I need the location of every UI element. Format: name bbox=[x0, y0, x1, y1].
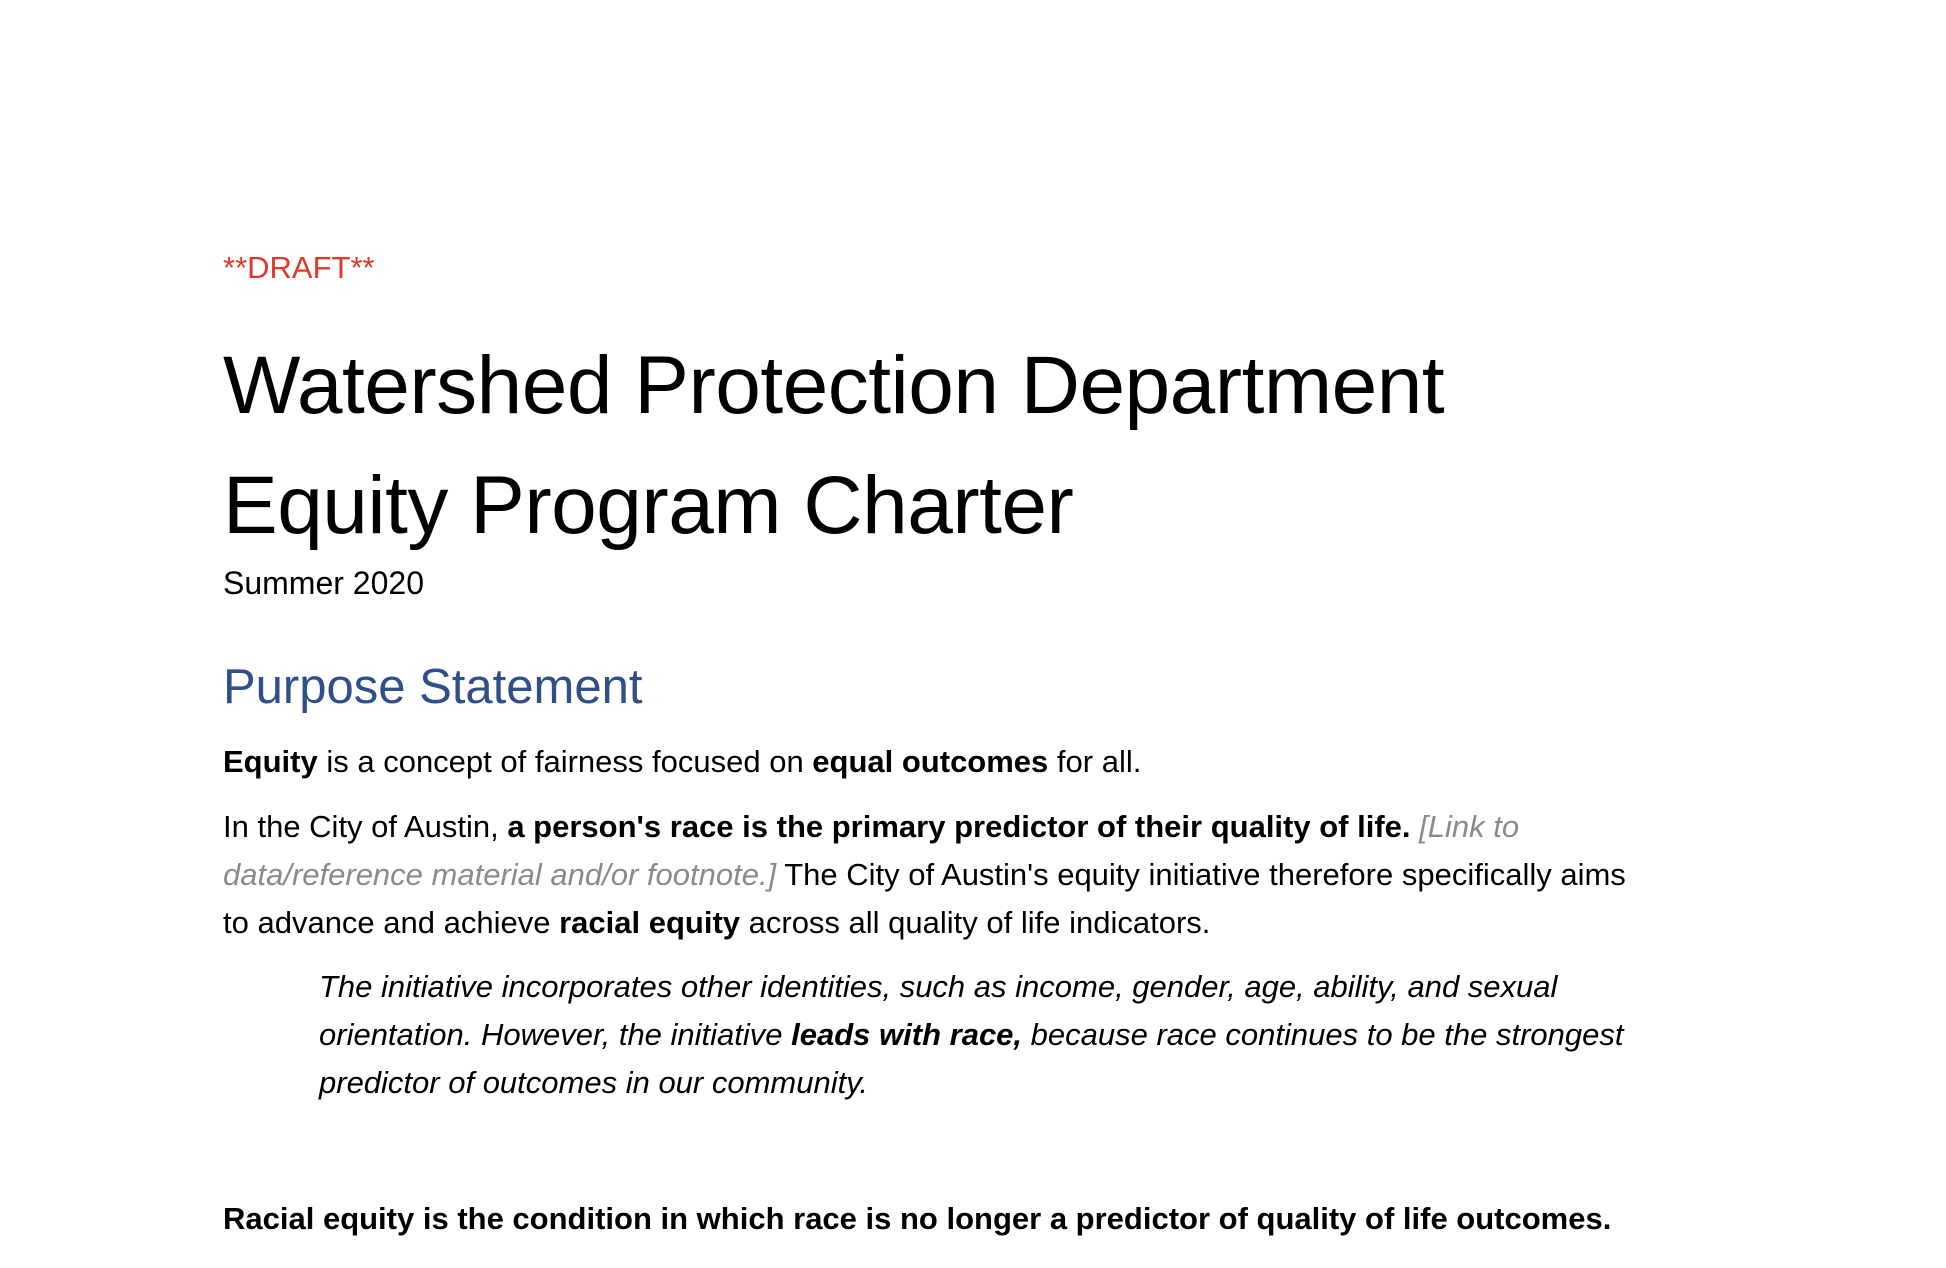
quote-line bbox=[319, 1011, 1624, 1059]
section-heading-purpose: Purpose Statement bbox=[223, 660, 643, 714]
document-subtitle: Summer 2020 bbox=[223, 565, 424, 601]
paragraph-line bbox=[223, 851, 1923, 899]
term-equity: Equity bbox=[223, 744, 318, 779]
quote-text: because race continues to be the strongest bbox=[1022, 1017, 1624, 1052]
paragraph-text: across all quality of life indicators. bbox=[740, 905, 1211, 940]
paragraph-racial-equity-definition bbox=[223, 1195, 1923, 1243]
reference-note: [Link to bbox=[1419, 809, 1520, 844]
document-title bbox=[223, 326, 1444, 566]
emphasis-equal-outcomes: equal outcomes bbox=[812, 744, 1049, 779]
paragraph-text: to advance and achieve bbox=[223, 905, 560, 940]
quote-line: The initiative incorporates other identities, such as income, gender, age, ability, and sexual bbox=[319, 969, 1558, 1004]
indented-quote bbox=[319, 963, 1624, 1107]
paragraph-text: The City of Austin's equity initiative therefore specifically aims bbox=[776, 857, 1626, 892]
paragraph-line bbox=[223, 803, 1923, 851]
paragraph-line bbox=[223, 899, 1923, 947]
emphasis-racial-equity: racial equity bbox=[559, 905, 741, 940]
paragraph-text: is a concept of fairness focused on bbox=[317, 744, 813, 779]
racial-equity-statement: Racial equity is the condition in which race is no longer a predictor of quality of life outcomes. bbox=[223, 1201, 1612, 1236]
title-line-1: Watershed Protection Department bbox=[223, 340, 1445, 431]
draft-marker: **DRAFT** bbox=[223, 250, 375, 285]
quote-line: predictor of outcomes in our community. bbox=[319, 1065, 869, 1100]
paragraph-equity-definition bbox=[223, 738, 1923, 786]
title-line-2: Equity Program Charter bbox=[223, 460, 1074, 551]
paragraph-text: for all. bbox=[1048, 744, 1142, 779]
paragraph-text: In the City of Austin, bbox=[223, 809, 508, 844]
emphasis-leads-with-race: leads with race, bbox=[791, 1017, 1023, 1052]
emphasis-race-predictor: a person's race is the primary predictor of their quality of life. bbox=[507, 809, 1411, 844]
reference-note: data/reference material and/or footnote.] bbox=[223, 857, 777, 892]
paragraph-austin-context bbox=[223, 803, 1923, 947]
quote-text: orientation. However, the initiative bbox=[319, 1017, 792, 1052]
